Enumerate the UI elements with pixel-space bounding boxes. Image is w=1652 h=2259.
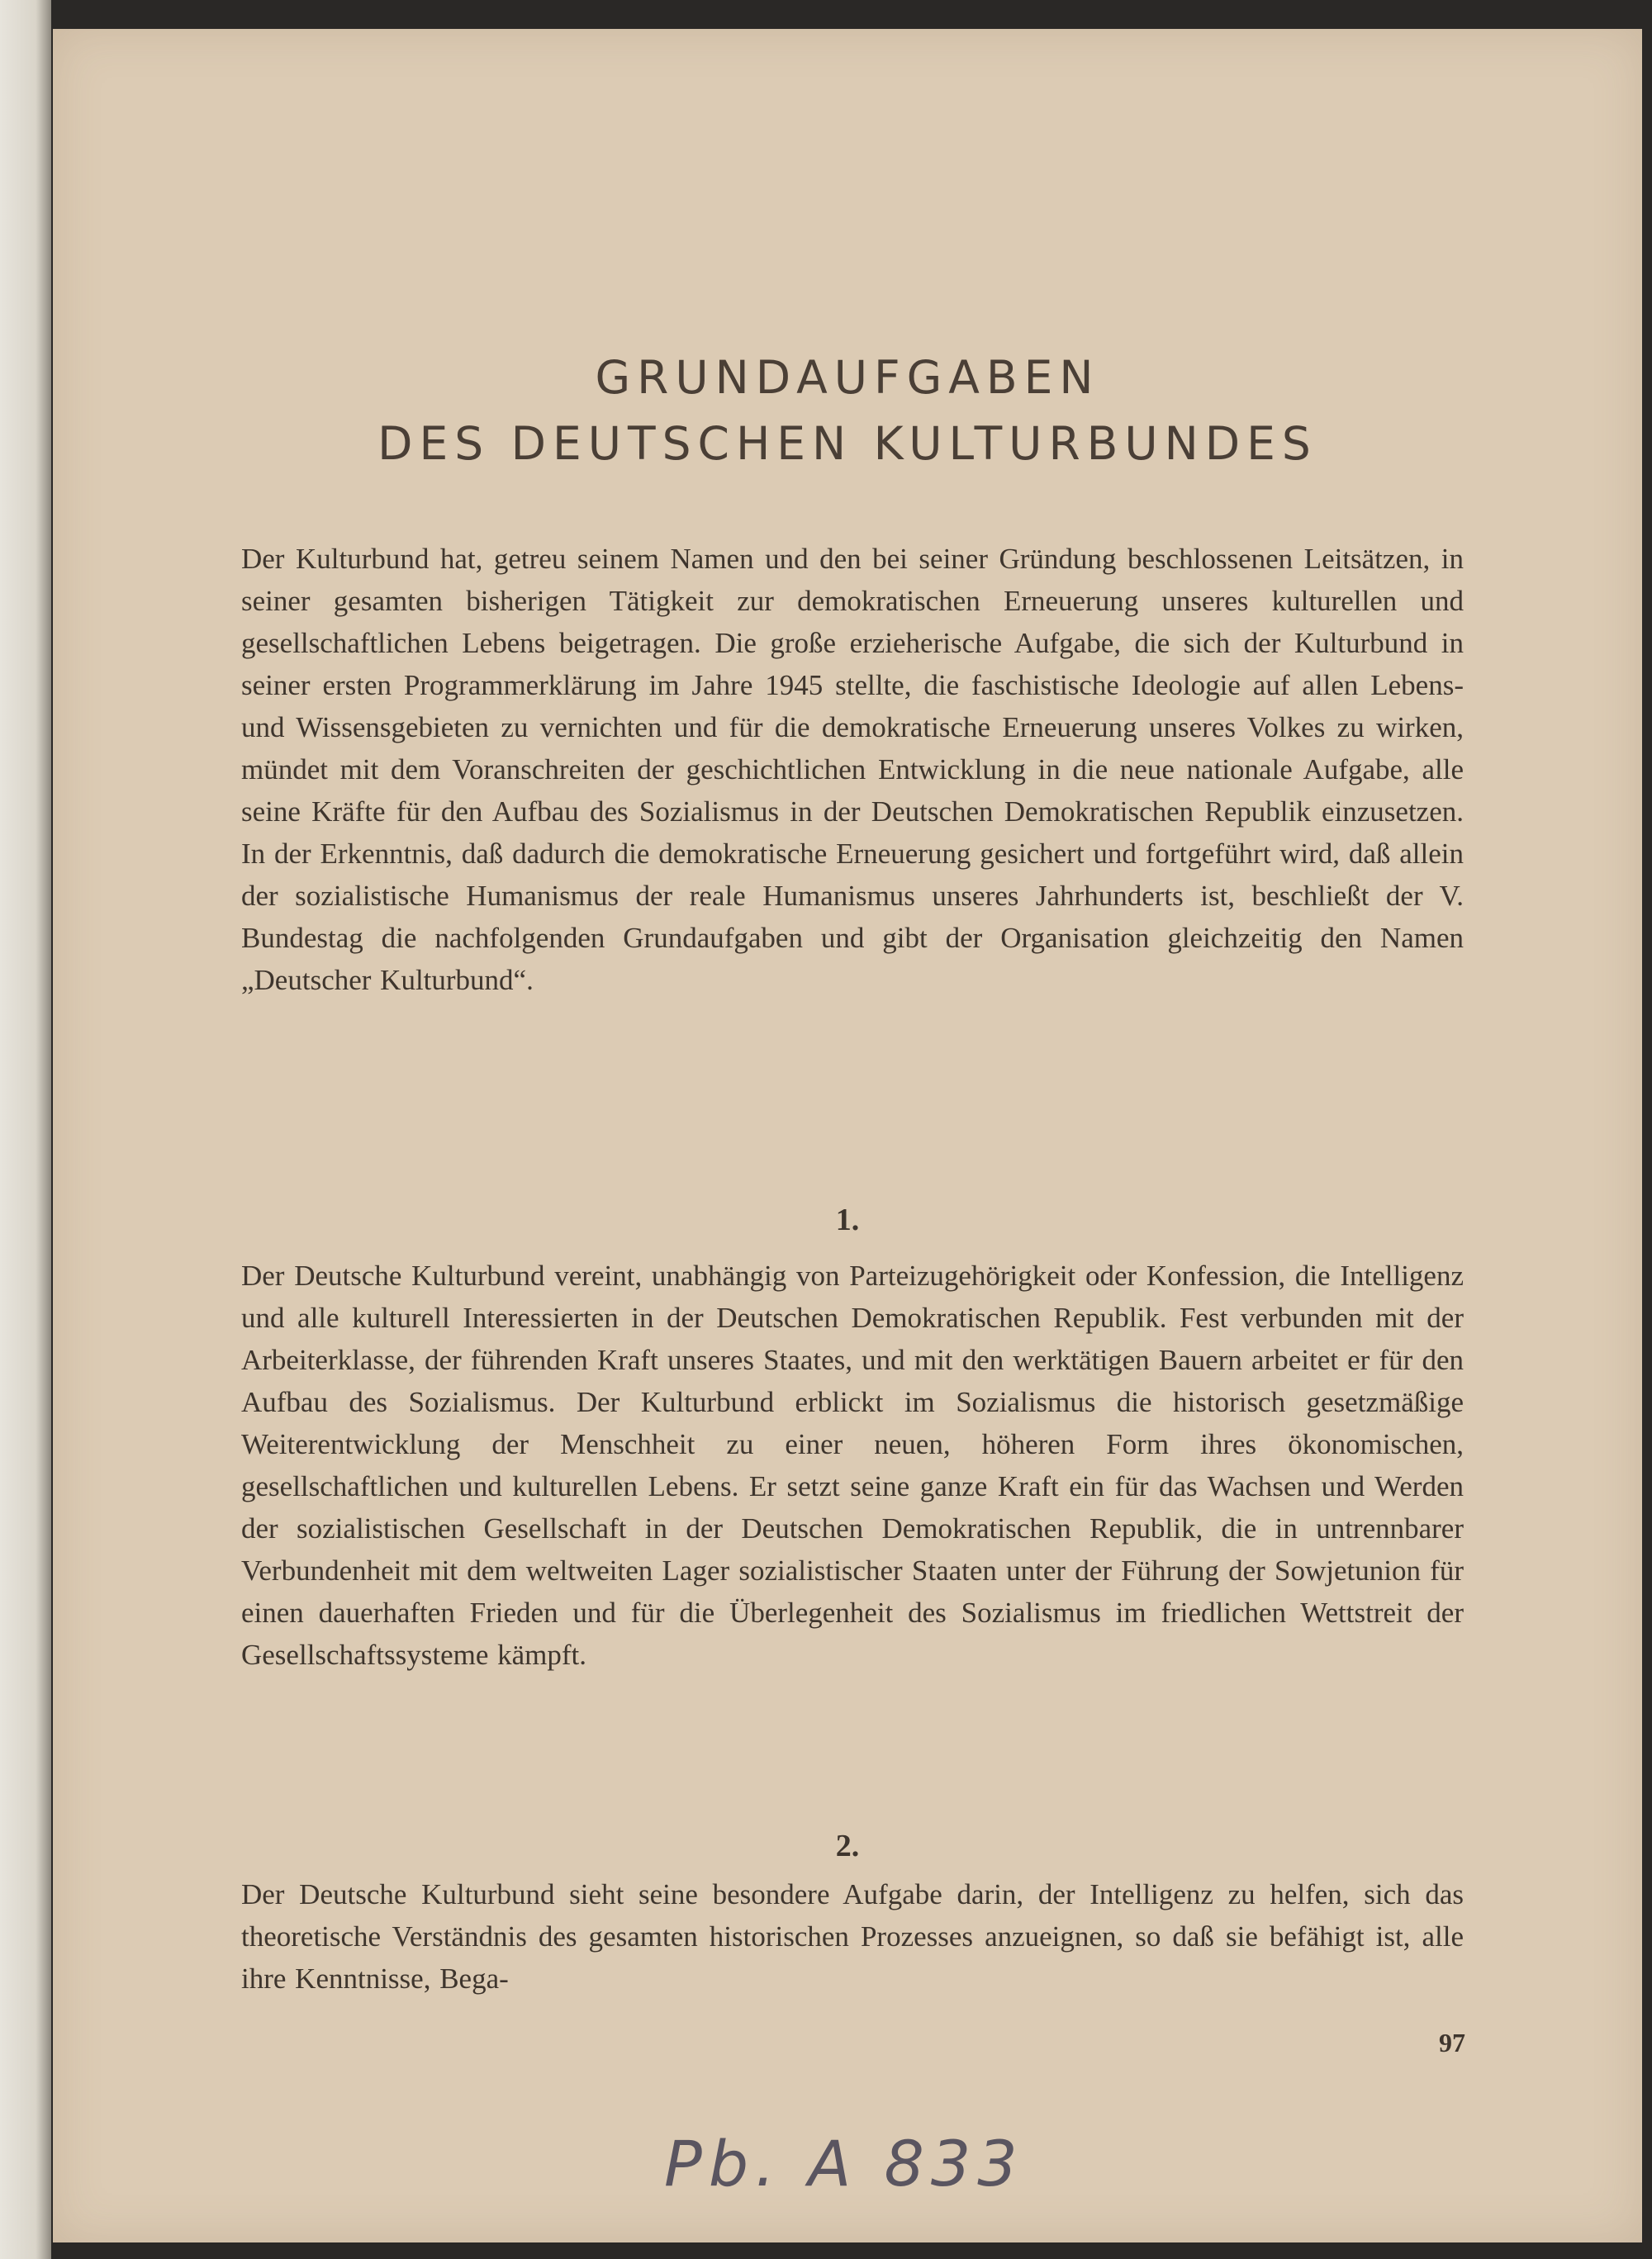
title-line-2: DES DEUTSCHEN KULTURBUNDES (377, 417, 1317, 470)
section-1-paragraph: Der Deutsche Kulturbund vereint, unabhängig von Parteizugehörigkeit oder Konfession, die Intelligenz und alle kulturell Interessierten in der Deutschen Demokratischen Republik. Fest verbunden mit der Arbeiterklasse, der führenden Kraft unseres Staates, und mit den werktätigen Bauern arbeitet er für den Aufbau des Sozialismus. Der Kulturbund erblickt im Sozialismus die historisch gesetzmäßige Weiterentwicklung der Menschheit zu einer neuen, höheren Form ihres ökonomischen, gesellschaftlichen und kulturellen Lebens. Er setzt seine ganze Kraft ein für das Wachsen und Werden der sozialistischen Gesellschaft in der Deutschen Demokratischen Republik, die in untrennbarer Verbundenheit mit dem weltweiten Lager sozialistischer Staaten unter der Führung der Sowjetunion für einen dauerhaften Frieden und für die Überlegenheit des Sozialismus im friedlichen Wettstreit der Gesellschaftssysteme kämpft. (241, 1260, 1464, 1671)
section-number-1: 1. (835, 1203, 860, 1237)
section-2-paragraph: Der Deutsche Kulturbund sieht seine besondere Aufgabe darin, der Intelligenz zu helfen, sich das theoretische Verständnis des gesamten historischen Prozesses anzueignen, so daß sie befähigt ist, alle ihre Kenntnisse, Bega- (241, 1878, 1464, 1995)
intro-paragraph: Der Kulturbund hat, getreu seinem Namen und den bei seiner Gründung beschlossenen Leitsätzen, in seiner gesamten bisherigen Tätigkeit zur demokratischen Erneuerung unseres kulturellen und gesellschaftlichen Lebens beigetragen. Die große erzieherische Aufgabe, die sich der Kulturbund in seiner ersten Programmerklärung im Jahre 1945 stellte, die faschistische Ideologie auf allen Lebens- und Wissensgebieten zu vernichten und für die demokratische Erneuerung unseres Volkes zu wirken, mündet mit dem Voranschreiten der geschichtlichen Entwicklung in die neue nationale Aufgabe, alle seine Kräfte für den Aufbau des Sozialismus in der Deutschen Demokratischen Republik einzusetzen. In der Erkenntnis, daß dadurch die demokratische Erneuerung gesichert und fortgeführt wird, daß allein der sozialistische Humanismus der reale Humanismus unseres Jahrhunderts ist, beschließt der V. Bundestag die nachfolgenden Grundaufgaben und gibt der Organisation gleichzeitig den Namen „Deutscher Kulturbund“. (241, 543, 1464, 996)
document-page (53, 29, 1642, 2242)
section-number-2: 2. (835, 1829, 860, 1863)
title-line-1: GRUNDAUFGABEN (595, 351, 1100, 404)
handwritten-shelfmark: Pb. A 833 (664, 2127, 1024, 2200)
adjacent-page-edge (0, 0, 51, 2259)
page-number: 97 (1439, 2028, 1465, 2057)
